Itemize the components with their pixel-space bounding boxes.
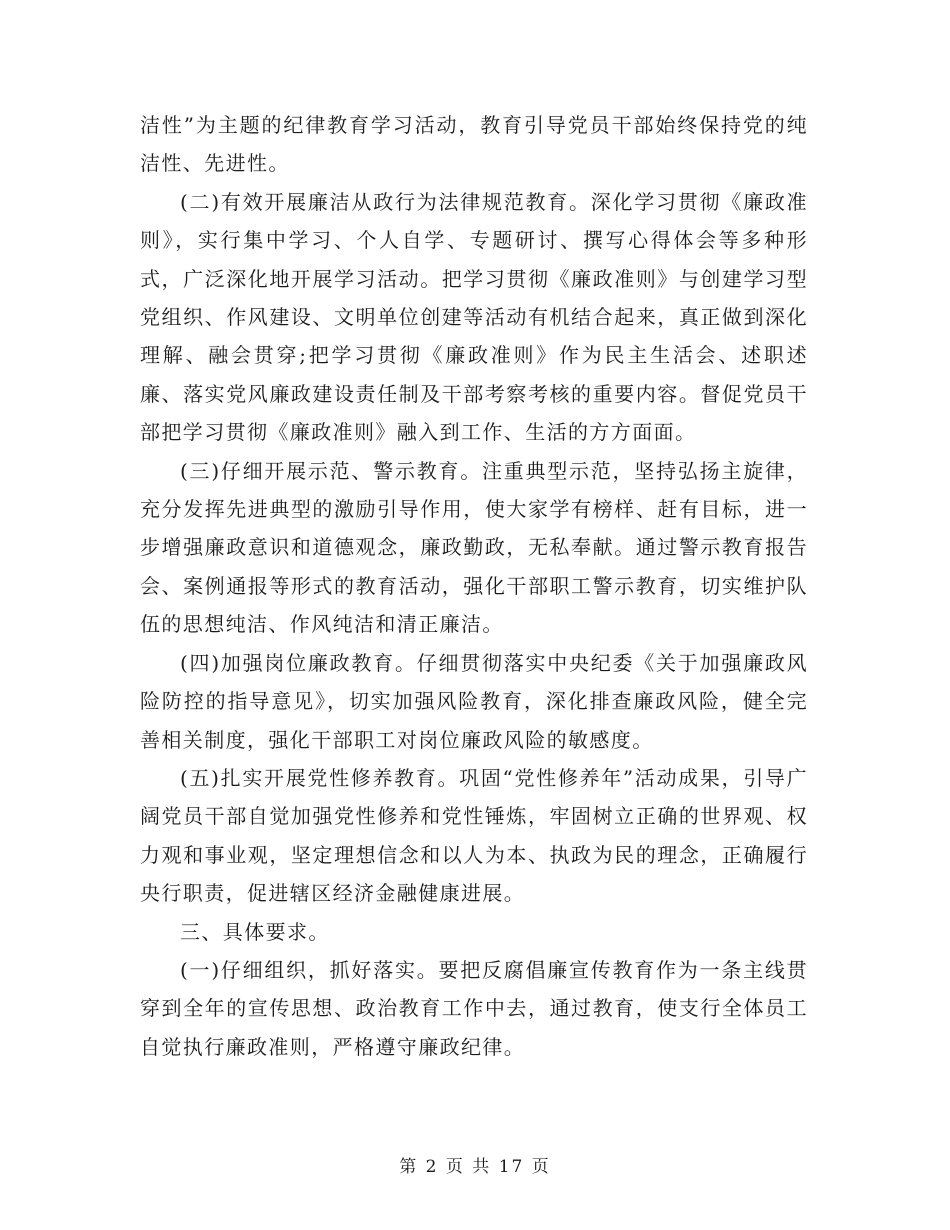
document-body: [140, 106, 808, 1066]
paragraph-requirement-1: (一)仔细组织，抓好落实。要把反腐倡廉宣传教育作为一条主线贯穿到全年的宣传思想、政治教育工作中去，通过教育，使支行全体员工自觉执行廉政准则，严格遵守廉政纪律。: [140, 957, 808, 1059]
paragraph-section-3: (三)仔细开展示范、警示教育。注重典型示范，坚持弘扬主旋律，充分发挥先进典型的激励引导作用，使大家学有榜样、赶有目标，进一步增强廉政意识和道德观念，廉政勤政，无私奉献。通过警示教育报告会、案例通报等形式的教育活动，强化干部职工警示教育，切实维护队伍的思想纯洁、作风纯洁和清正廉洁。: [140, 458, 808, 637]
paragraph-section-2: (二)有效开展廉洁从政行为法律规范教育。深化学习贯彻《廉政准则》，实行集中学习、个人自学、专题研讨、撰写心得体会等多种形式，广泛深化地开展学习活动。把学习贯彻《廉政准则》与创建学习型党组织、作风建设、文明单位创建等活动有机结合起来，真正做到深化理解、融会贯穿;把学习贯彻《廉政准则》作为民主生活会、述职述廉、落实党风廉政建设责任制及干部考察考核的重要内容。督促党员干部把学习贯彻《廉政准则》融入到工作、生活的方方面面。: [140, 189, 808, 445]
page-number-footer: 第 2 页 共 17 页: [399, 1157, 551, 1177]
section-heading-requirements: 三、具体要求。: [180, 919, 330, 944]
paragraph-continuation: 洁性”为主题的纪律教育学习活动，教育引导党员干部始终保持党的纯洁性、先进性。: [140, 113, 808, 176]
paragraph-section-4: (四)加强岗位廉政教育。仔细贯彻落实中央纪委《关于加强廉政风险防控的指导意见》，切实加强风险教育，深化排查廉政风险，健全完善相关制度，强化干部职工对岗位廉政风险的敏感度。: [140, 650, 808, 752]
paragraph-section-5: (五)扎实开展党性修养教育。巩固“党性修养年”活动成果，引导广阔党员干部自觉加强党性修养和党性锤炼，牢固树立正确的世界观、权力观和事业观，坚定理想信念和以人为本、执政为民的理念，正确履行央行职责，促进辖区经济金融健康进展。: [140, 765, 808, 906]
